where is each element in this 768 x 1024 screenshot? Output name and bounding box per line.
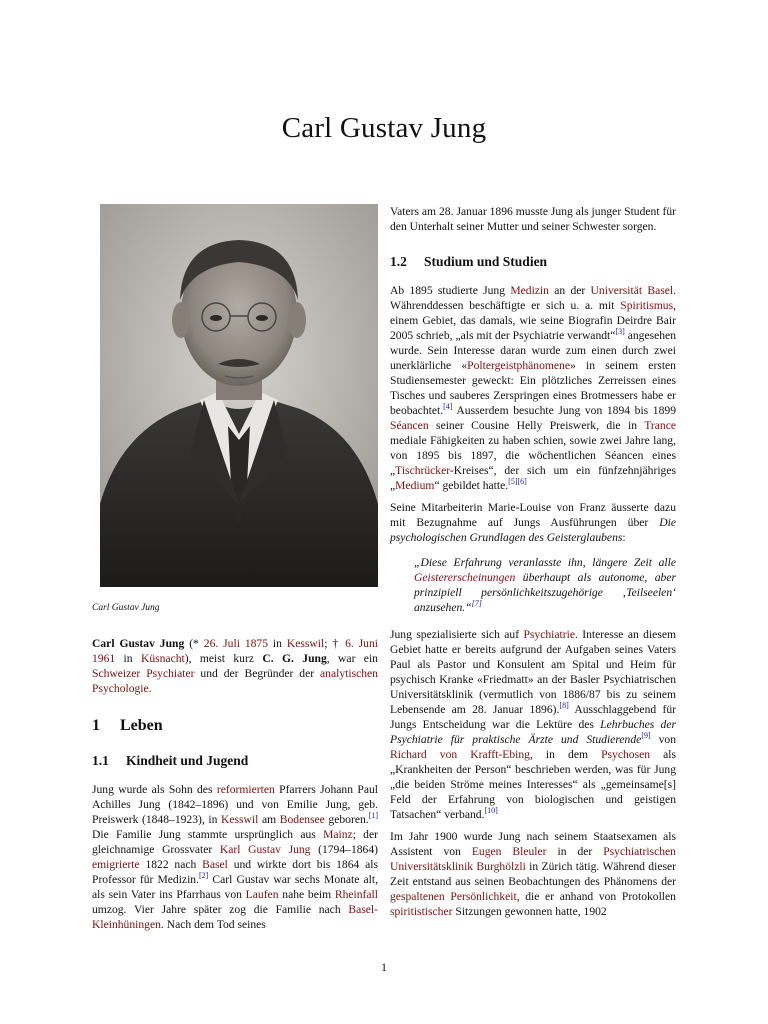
text-run: „Diese Erfahrung veranlasste ihn, längere Zeit alle xyxy=(414,556,676,569)
wiki-link[interactable]: reformierten xyxy=(216,783,275,796)
text-run: , war ein xyxy=(326,652,378,665)
reference-link[interactable]: [5][6] xyxy=(508,477,527,487)
reference-link[interactable]: [7] xyxy=(471,599,482,609)
paragraph-psychiatrie xyxy=(390,627,676,822)
portrait-photo xyxy=(100,204,378,587)
reference-link[interactable]: [1] xyxy=(368,811,379,821)
text-run: . Interesse an diesem Gebiet hatte er bereits aufgrund der Aufgaben seines Vaters Paul als Pastor und Konsulent am Spital und Heim für psychisch Kranke «Friedmatt» an der Basler Psychiatrischen Universitätsklinik (vermutlich von 1886/87 bis zu seinem Lebensende am 28. Januar 1896). xyxy=(390,628,677,716)
wiki-link[interactable]: Karl Gustav Jung xyxy=(219,843,311,856)
wiki-link[interactable]: analytischen Psychologie xyxy=(92,667,378,695)
text-run: von xyxy=(650,733,676,746)
paragraph-studium xyxy=(390,283,676,493)
text-run: nahe beim xyxy=(278,888,335,901)
wiki-link[interactable]: Eugen Bleuler xyxy=(471,845,547,858)
italic-text: Die psychologischen Grundlagen des Geisterglaubens xyxy=(390,516,676,544)
paragraph-1900 xyxy=(390,829,676,919)
text-run: 1822 nach xyxy=(139,858,203,871)
subsection-heading-kindheit: 1.1 Kindheit und Jugend xyxy=(92,753,249,768)
text-run: , in dem xyxy=(529,748,602,761)
block-quote xyxy=(414,555,676,615)
paragraph-franz xyxy=(390,500,676,545)
wiki-link[interactable]: Poltergeistphänomene xyxy=(467,359,570,372)
wiki-link[interactable]: Trance xyxy=(644,419,676,432)
wiki-link[interactable]: Psychiater xyxy=(146,667,195,680)
text-run: Carl Gustav war sechs Monate alt, als sein Vater ins Pfarrhaus von xyxy=(92,873,378,901)
text-run: Im Jahr 1900 wurde Jung nach seinem Staatsexamen als Assistent von xyxy=(390,830,676,858)
wiki-link[interactable]: Psychosen xyxy=(601,748,651,761)
paragraph-kindheit-continued xyxy=(390,204,676,234)
text-run: » in seinem ersten Studiensemester geweckt: Ein plötzliches Zerreissen eines Tisches und sauberes Zerspringen eines Brotmessers habe er beobachtet. xyxy=(390,359,676,417)
intro-paragraph xyxy=(92,636,378,696)
wiki-link[interactable]: 6. Juni 1961 xyxy=(92,637,378,665)
wiki-link[interactable]: Geistererscheinungen xyxy=(414,571,516,584)
text-run: , die er anhand von Protokollen xyxy=(516,890,676,903)
text-run: ; † xyxy=(324,637,346,650)
text-run: (* xyxy=(184,637,204,650)
wiki-link[interactable]: Kesswil xyxy=(221,813,259,826)
text-run: , einem Gebiet, das damals, wie seine Biografin Deirdre Bair 2005 schrieb, „als mit der Psychiatrie verwandt“ xyxy=(390,299,676,342)
portrait-illustration xyxy=(100,204,378,587)
text-run: geboren. xyxy=(324,813,369,826)
page-title: Carl Gustav Jung xyxy=(281,112,487,144)
text-run: . Nach dem Tod seines xyxy=(160,918,266,931)
italic-text: Lehrbuches der Psychiatrie für praktische Ärzte und Studierende xyxy=(390,718,676,746)
wiki-link[interactable]: Küsnacht xyxy=(140,652,185,665)
wiki-link[interactable]: Laufen xyxy=(245,888,279,901)
wiki-link[interactable]: Mainz xyxy=(323,828,353,841)
text-run: Die Familie Jung stammte ursprünglich aus xyxy=(92,828,324,841)
text-run: Vaters am 28. Januar 1896 musste Jung als junger Student für den Unterhalt seiner Mutter und seiner Schwester sorgen. xyxy=(390,205,676,233)
text-run: : xyxy=(622,531,626,544)
reference-link[interactable]: [8] xyxy=(559,701,569,711)
text-run: mediale Fähigkeiten zu haben schien, sowie zwei Jahre lang, von 1895 bis 1897, die wöchentlichen Séancen eines „ xyxy=(390,434,676,477)
wiki-link[interactable]: Séancen xyxy=(390,419,429,432)
reference-link[interactable]: [4] xyxy=(443,402,453,412)
text-run: in xyxy=(268,637,287,650)
wiki-link[interactable]: Universität Basel xyxy=(590,284,674,297)
wiki-link[interactable]: Medium xyxy=(395,479,435,492)
text-run: -Kreises“, der sich um ein fünfzehnjähriges „ xyxy=(390,464,676,492)
text-run: in der xyxy=(546,845,604,858)
text-run: Seine Mitarbeiterin Marie-Louise von Franz äusserte dazu mit Bezugnahme auf Jungs Ausführungen über xyxy=(390,501,676,529)
wiki-link[interactable]: Basel-Kleinhüningen xyxy=(92,903,378,931)
text-run: umzog. Vier Jahre später zog die Familie nach xyxy=(92,903,349,916)
section-heading-leben: 1 Leben xyxy=(92,717,163,734)
bold-text: Carl Gustav Jung xyxy=(92,637,185,650)
text-run: Sitzungen gewonnen hatte, 1902 xyxy=(452,905,607,918)
paragraph-kindheit xyxy=(92,782,378,932)
text-run: “ gebildet hatte. xyxy=(434,479,509,492)
subsection-heading-studium: 1.2 Studium und Studien xyxy=(390,254,548,269)
text-run: überhaupt als autonome, aber prinzipiell persönlichkeitszugehörige ‚Teilseelen‘ anzusehen.“ xyxy=(414,571,676,614)
bold-text: C. G. Jung xyxy=(262,652,327,665)
text-run: und wirkte dort bis 1864 als Professor für Medizin. xyxy=(92,858,378,886)
text-run: und der Begründer der xyxy=(194,667,321,680)
photo-caption: Carl Gustav Jung xyxy=(92,603,160,613)
wiki-link[interactable]: Richard von Krafft-Ebing xyxy=(390,748,530,761)
text-run: Jung wurde als Sohn des xyxy=(92,783,217,796)
wiki-link[interactable]: Schweizer xyxy=(92,667,141,680)
text-run: . Währenddessen beschäftigte er sich u. a. mit xyxy=(390,284,677,312)
text-run: angesehen wurde. Sein Interesse daran wurde zum einen durch zwei unerklärliche « xyxy=(390,329,676,372)
wiki-link[interactable]: Psychiatrie xyxy=(523,628,575,641)
wiki-link[interactable]: Psychiatrischen Universitätsklinik Burghölzli xyxy=(390,845,676,873)
text-run: Ab 1895 studierte Jung xyxy=(390,284,511,297)
reference-link[interactable]: [3] xyxy=(615,327,625,337)
text-run: ; der gleichnamige Grossvater xyxy=(92,828,378,856)
text-run: Pfarrers Johann Paul Achilles Jung (1842–1896) und von Emilie Jung, geb. Preiswerk (1848–1923), in xyxy=(92,783,378,826)
text-run: (1794–1864) xyxy=(310,843,378,856)
wiki-link[interactable]: emigrierte xyxy=(92,858,140,871)
text-run: am xyxy=(258,813,280,826)
text-run: in Zürich tätig. Während dieser Zeit entstand aus seinen Beobachtungen des Phänomens der xyxy=(390,860,676,888)
wiki-link[interactable]: Bodensee xyxy=(279,813,325,826)
text-run: seiner Cousine Helly Preiswerk, die in xyxy=(428,419,645,432)
reference-link[interactable]: [2] xyxy=(199,871,209,881)
wiki-link[interactable]: Spiritismus xyxy=(620,299,674,312)
wiki-link[interactable]: Tischrücker xyxy=(395,464,450,477)
right-column xyxy=(390,204,676,919)
text-run: . xyxy=(148,682,152,695)
wiki-link[interactable]: 26. Juli 1875 xyxy=(203,637,269,650)
text-run: ), meist kurz xyxy=(184,652,263,665)
text-run: Ausserdem besuchte Jung von 1894 bis 1899 xyxy=(452,404,676,417)
wiki-link[interactable]: Medizin xyxy=(510,284,549,297)
wiki-link[interactable]: gespaltenen Persönlichkeit xyxy=(390,890,517,903)
reference-link[interactable]: [10] xyxy=(484,806,498,816)
text-run: Jung spezialisierte sich auf xyxy=(390,628,524,641)
wiki-link[interactable]: Rheinfall xyxy=(334,888,378,901)
wiki-link[interactable]: spiritistischer xyxy=(390,905,453,918)
reference-link[interactable]: [9] xyxy=(641,731,651,741)
text-run: an der xyxy=(548,284,591,297)
left-column xyxy=(92,204,378,932)
text-run: als „Krankheiten der Person“ beschrieben werden, was für Jung „die beiden Ströme meines Interesses“ als „gemeinsame[s] Feld der Erfahrung von biologischen und geistigen Tatsachen“ verband. xyxy=(390,748,676,821)
wiki-link[interactable]: Basel xyxy=(202,858,228,871)
page-number: 1 xyxy=(381,960,387,974)
text-run: in xyxy=(115,652,141,665)
wiki-link[interactable]: Kesswil xyxy=(286,637,325,650)
text-run: Ausschlaggebend für Jungs Entscheidung war die Lektüre des xyxy=(390,703,676,731)
